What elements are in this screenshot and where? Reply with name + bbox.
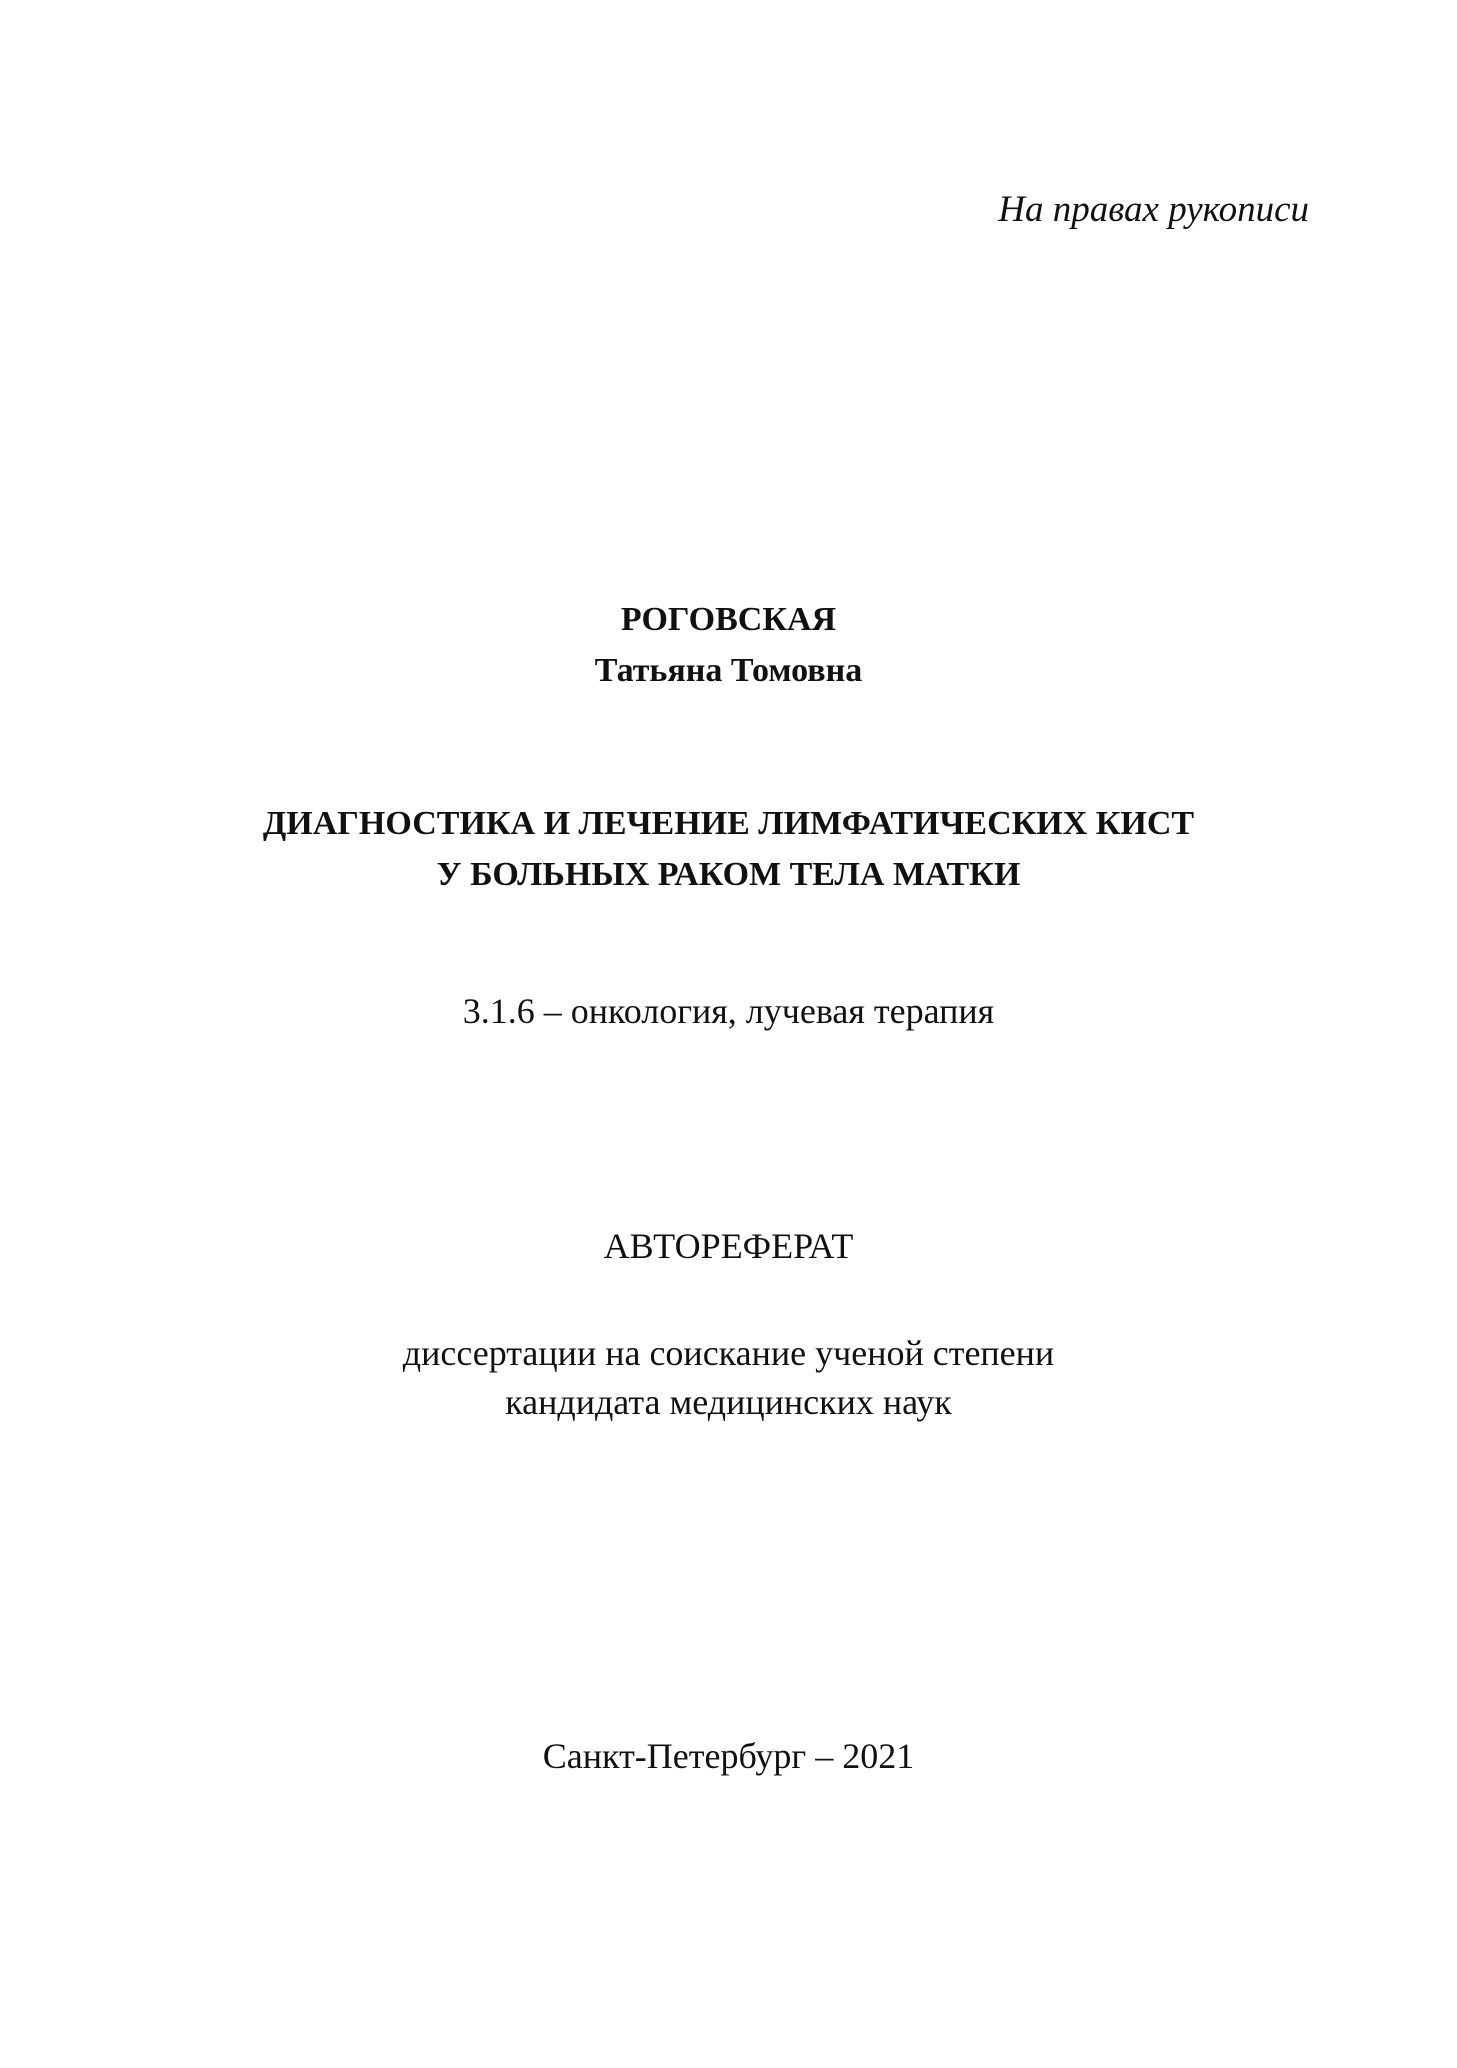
- document-type: АВТОРЕФЕРАТ: [603, 1226, 854, 1266]
- title-line-2: У БОЛЬНЫХ РАКОМ ТЕЛА МАТКИ: [436, 856, 1021, 893]
- author-surname: РОГОВСКАЯ: [620, 601, 837, 638]
- author-given-names: Татьяна Томовна: [594, 652, 863, 689]
- degree-line-1: диссертации на соискание ученой степени: [402, 1333, 1055, 1373]
- manuscript-note: На правах рукописи: [998, 189, 1309, 230]
- specialty-code: 3.1.6 – онкология, лучевая терапия: [462, 991, 995, 1031]
- title-line-1: ДИАГНОСТИКА И ЛЕЧЕНИЕ ЛИМФАТИЧЕСКИХ КИСТ: [262, 805, 1195, 842]
- place-year: Санкт-Петербург – 2021: [542, 1736, 915, 1776]
- degree-line-2: кандидата медицинских наук: [505, 1382, 952, 1422]
